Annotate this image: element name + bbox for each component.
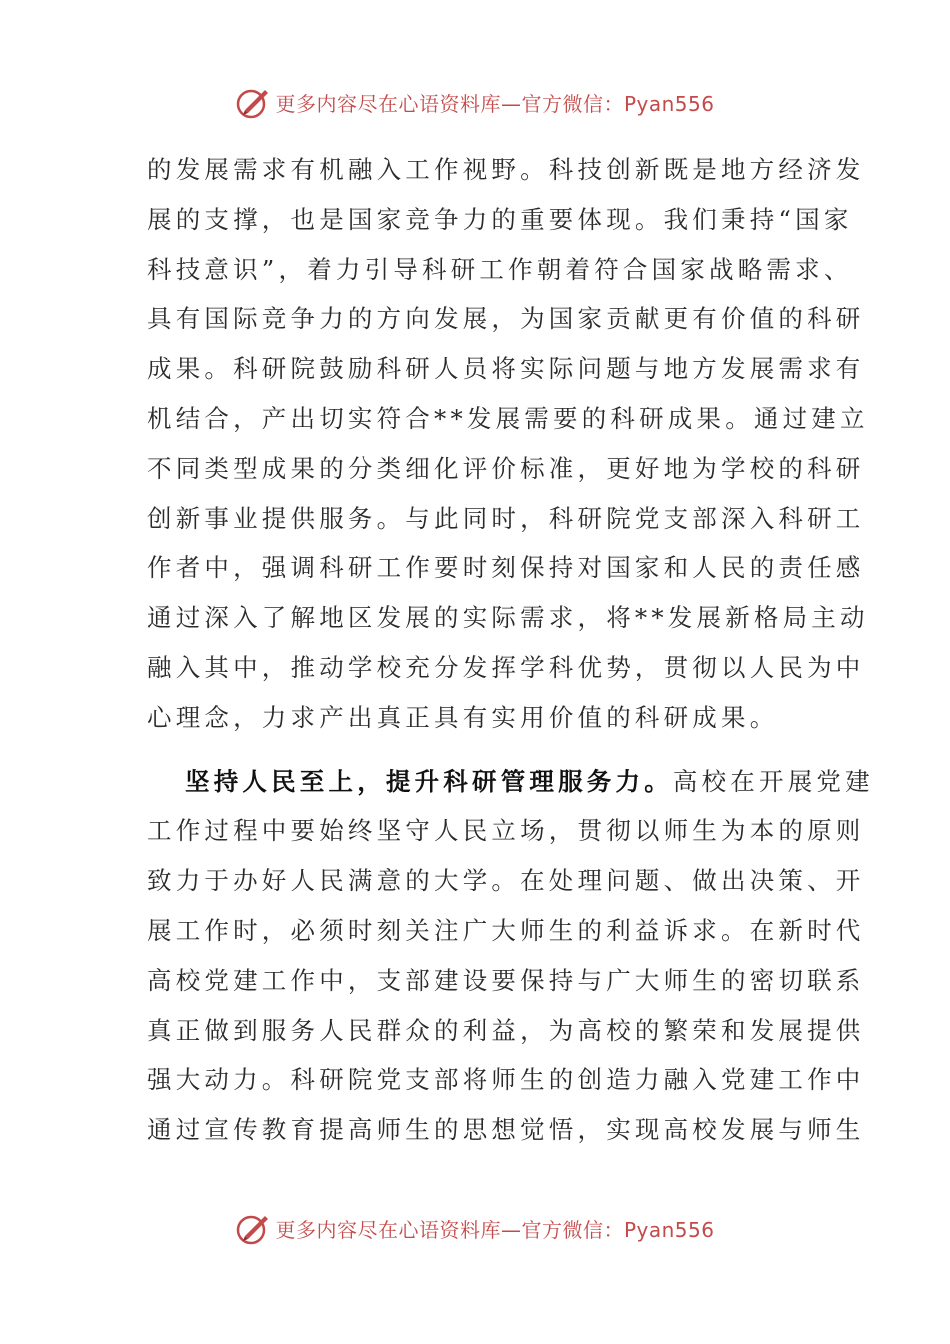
text-line: 具有国际竞争力的方向发展，为国家贡献更有价值的科研 [147,304,865,334]
watermark-text: 更多内容尽在心语资料库—官方微信：Pyan556 [275,91,715,116]
paragraph-1 [147,145,869,743]
footer-watermark [0,1210,950,1246]
text-line-first [147,757,874,807]
text-line: 强大动力。科研院党支部将师生的创造力融入党建工作中 [147,1065,865,1095]
text-line: 展工作时，必须时刻关注广大师生的利益诉求。在新时代 [147,915,865,945]
pen-seal-icon [235,1210,271,1246]
text-line: 致力于办好人民满意的大学。在处理问题、做出决策、开 [147,866,865,896]
header-watermark [0,84,950,120]
text-line: 创新事业提供服务。与此同时，科研院党支部深入科研工 [147,503,865,533]
text-line: 心理念，力求产出真正具有实用价值的科研成果。 [147,702,779,732]
text-line: 科技意识”，着力引导科研工作朝着符合国家战略需求、 [147,254,853,284]
text-line: 的发展需求有机融入工作视野。科技创新既是地方经济发 [147,155,865,184]
text-line: 融入其中，推动学校充分发挥学科优势，贯彻以人民为中 [147,652,865,682]
text-line: 机结合，产出切实符合**发展需要的科研成果。通过建立 [147,403,869,433]
text-line: 真正做到服务人民群众的利益，为高校的繁荣和发展提供 [147,1015,865,1045]
text-line: 工作过程中要始终坚守人民立场，贯彻以师生为本的原则 [147,816,865,846]
watermark-text: 更多内容尽在心语资料库—官方微信：Pyan556 [275,1217,715,1242]
text-line: 通过宣传教育提高师生的思想觉悟，实现高校发展与师生 [147,1115,865,1145]
paragraph-spacer [147,743,807,757]
text-line: 通过深入了解地区发展的实际需求，将**发展新格局主动 [147,603,869,633]
document-body [147,145,874,1155]
heading-continuation: 高校在开展党建 [672,766,874,796]
text-line: 作者中，强调科研工作要时刻保持对国家和人民的责任感 [147,553,865,583]
section-heading: 坚持人民至上，提升科研管理服务力。 [185,766,673,796]
text-line: 成果。科研院鼓励科研人员将实际问题与地方发展需求有 [147,354,865,384]
text-line: 展的支撑，也是国家竞争力的重要体现。我们秉持“国家 [147,204,853,234]
paragraph-2 [147,757,874,1155]
text-line: 不同类型成果的分类细化评价标准，更好地为学校的科研 [147,453,865,483]
pen-seal-icon [235,84,271,120]
text-line: 高校党建工作中，支部建设要保持与广大师生的密切联系 [147,965,865,995]
